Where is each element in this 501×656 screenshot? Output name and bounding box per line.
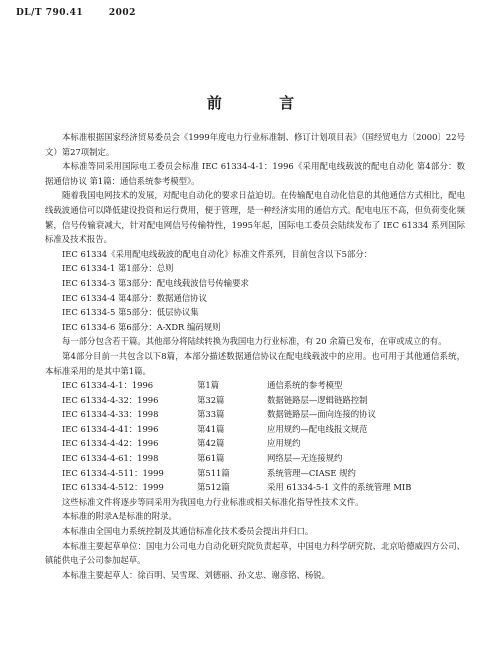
- standard-number: IEC 61334-4-1：1996: [62, 380, 154, 391]
- paragraph: 这些标准文件将逐步等同采用为我国电力行业标准或相关标准化指导性技术文件。: [62, 496, 364, 507]
- standard-title: 系统管理—CIASE 规约: [267, 467, 356, 478]
- page-header: [16, 8, 136, 18]
- standard-part: 第512篇: [197, 482, 230, 493]
- standard-number: IEC 61334-4-512：1999: [62, 482, 164, 493]
- paragraph: 本标准根据国家经济贸易委员会《1999年度电力行业标准制、修订计划项目表》（国经贸电力〔2000〕22号文）第27项制定。: [45, 132, 465, 157]
- standard-title: 通信系统的参考模型: [267, 380, 343, 391]
- standard-title: 数据链路层—逻辑链路控制: [267, 394, 368, 405]
- standard-title: 应用规约—配电线报文规范: [267, 423, 368, 434]
- standard-number: IEC 61334-4-61：1998: [62, 453, 159, 464]
- standards-row: [45, 480, 465, 495]
- standards-list: [45, 378, 465, 495]
- part-item: IEC 61334-6 第6部分：A-XDR 编码规则: [62, 321, 221, 332]
- paragraph: 随着我国电网技术的发展，对配电自动化的要求日益迫切。在传输配电自动化信息的其他通信方式相比，配电线载波通信可以降低建设投资和运行费用，便于管理，是一种经济实用的通信方式。配电电压不高，但负荷变化频繁，信号传输衰减大，针对配电网信号传输特性，1995年起，国际电工委员会陆续发布了 IEC 61334 系列国际标准及技术报告。: [45, 190, 465, 245]
- standards-row: [45, 436, 465, 451]
- standards-row: [45, 393, 465, 408]
- standard-number: IEC 61334-4-32：1996: [62, 394, 159, 405]
- standard-number: IEC 61334-4-42：1996: [62, 438, 159, 449]
- standard-number: IEC 61334-4-511：1999: [62, 467, 164, 478]
- standards-row: [45, 451, 465, 466]
- page-title: 前 言: [206, 94, 321, 112]
- standard-title: 网络层—无连接规约: [267, 453, 343, 464]
- standards-row: [45, 407, 465, 422]
- standard-number: IEC 61334-4-41：1996: [62, 423, 159, 434]
- paragraph: 本标准由全国电力系统控制及其通信标准化技术委员会提出并归口。: [62, 526, 314, 537]
- paragraph: 本标准等同采用国际电工委员会标准 IEC 61334-4-1：1996《采用配电线载波的配电自动化 第4部分：数据通信协议 第1篇：通信系统参考模型》。: [45, 161, 465, 186]
- part-item: IEC 61334-4 第4部分：数据通信协议: [62, 292, 208, 303]
- standard-code: DL/T 790.41: [16, 8, 84, 18]
- standards-row: [45, 422, 465, 437]
- standard-title: 应用规约: [267, 438, 301, 449]
- part-item: IEC 61334-3 第3部分：配电线载波信号传输要求: [62, 277, 249, 288]
- paragraph: 本标准主要起草单位：国电力公司电力自动化研究院负责起草，中国电力科学研究院、北京哈德威四方公司、镇能供电子公司参加起草。: [45, 540, 465, 566]
- part-item: IEC 61334-5 第5部分：低层协议集: [62, 307, 199, 318]
- standard-part: 第61篇: [197, 453, 225, 464]
- standard-title: 数据链路层—面向连接的协议: [267, 409, 376, 420]
- paragraph: 本标准的附录A是标准的附录。: [62, 511, 177, 522]
- paragraph: 每一部分包含若干篇。其他部分将陆续转换为我国电力行业标准，有 20 余篇已发布，在审或成立的有。: [62, 336, 447, 347]
- standard-part: 第511篇: [197, 467, 230, 478]
- standard-part: 第32篇: [197, 394, 225, 405]
- standard-part: 第42篇: [197, 438, 225, 449]
- part-item: IEC 61334-1 第1部分：总则: [62, 263, 174, 274]
- standard-part: 第1篇: [197, 380, 220, 391]
- standard-year: 2002: [108, 8, 136, 18]
- standard-part: 第41篇: [197, 423, 225, 434]
- standards-row: [45, 466, 465, 481]
- paragraph: 本标准主要起草人：徐百明、吴雪琛、刘德丽、孙文忠、谢彦铭、杨锐。: [62, 569, 330, 580]
- standard-title: 采用 61334-5-1 文件的系统管理 MIB: [267, 482, 412, 493]
- standard-number: IEC 61334-4-33：1998: [62, 409, 159, 420]
- standard-part: 第33篇: [197, 409, 225, 420]
- paragraph: IEC 61334《采用配电线载波的配电自动化》标准文件系列，目前包含以下5部分：: [62, 248, 373, 259]
- paragraph: 第4部分目前一共包含以下8篇，本部分描述数据通信协议在配电线载波中的应用。也可用于其他通信系统，本标准采用的是其中第1篇。: [45, 350, 465, 376]
- standards-row: [45, 378, 465, 393]
- document-body: [45, 130, 465, 582]
